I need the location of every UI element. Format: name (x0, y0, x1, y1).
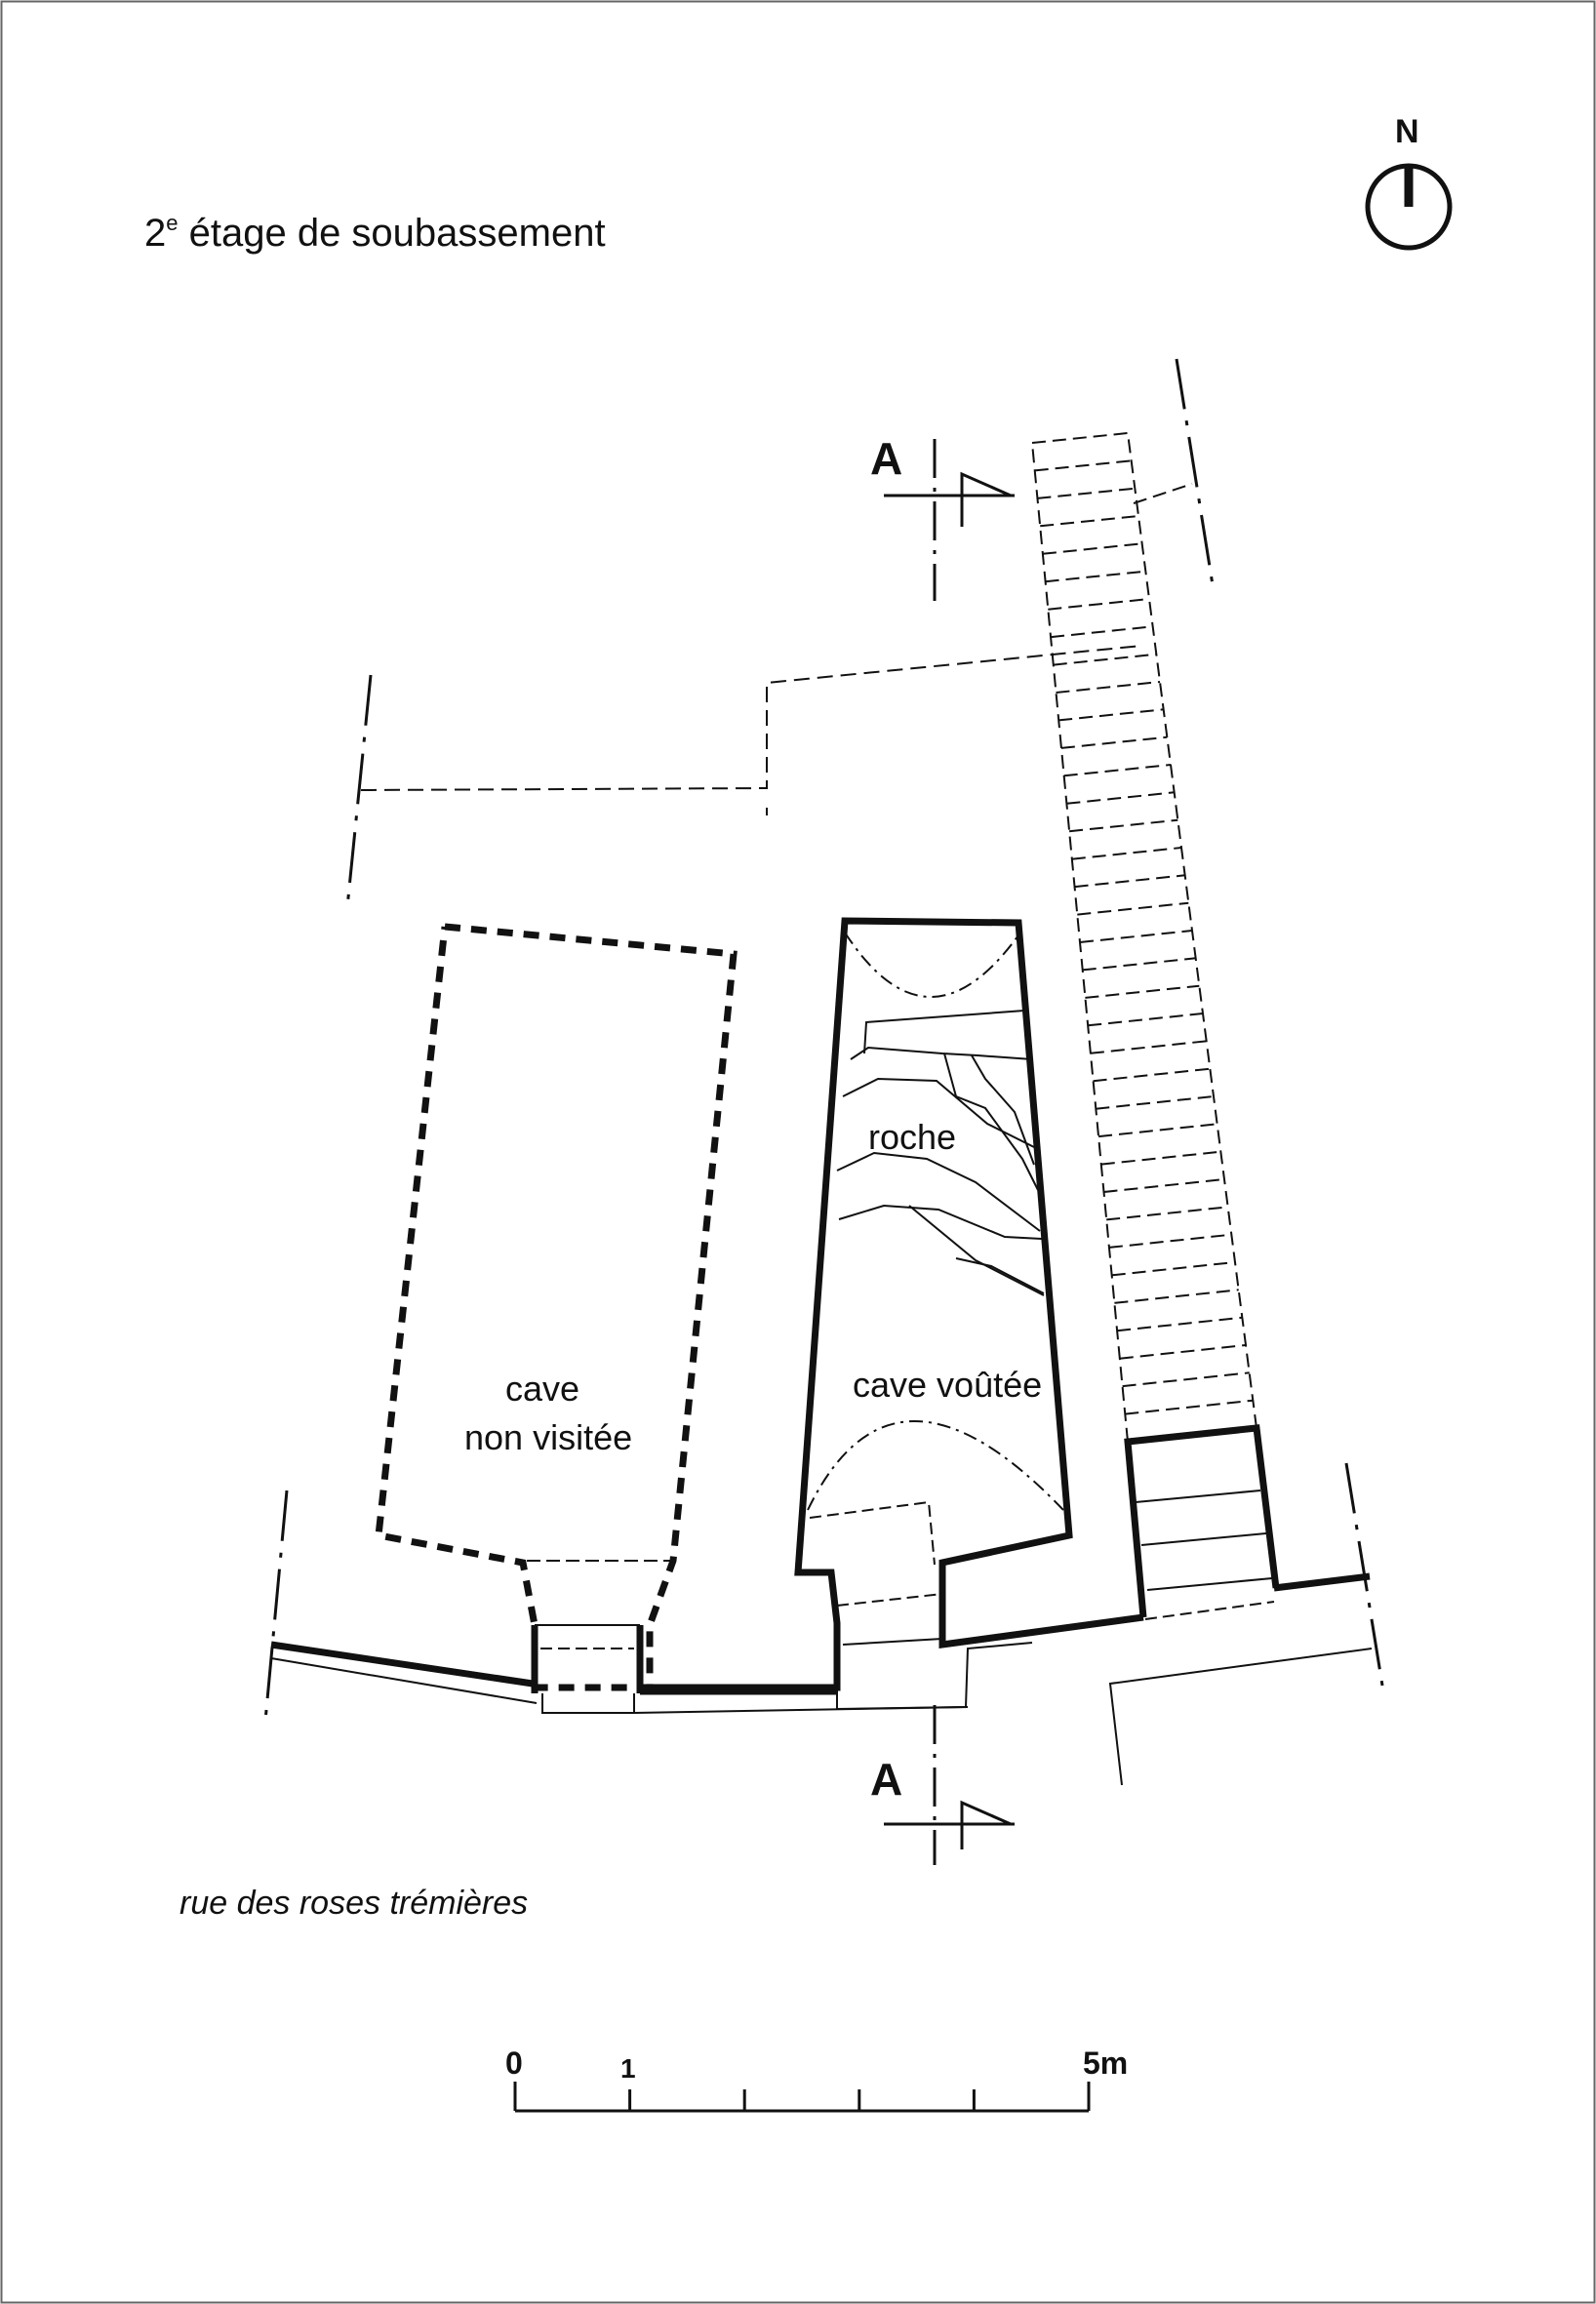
section-label-bottom: A (870, 1754, 903, 1805)
entrance-passage (535, 1625, 640, 1713)
lower-stair-block (1128, 1428, 1276, 1619)
vaulted-cellar-outline (798, 921, 1143, 1645)
neighbour-building-outline (1110, 1649, 1372, 1785)
stair-tread (1114, 1290, 1238, 1303)
north-label: N (1395, 113, 1419, 150)
stair-tread (1064, 765, 1171, 775)
dashed-stair-run (1032, 433, 1257, 1442)
cellar-entrance-detail (810, 1502, 942, 1606)
stair-tread (1066, 792, 1174, 804)
stair-tread (1072, 848, 1181, 859)
title-prefix: 2 (144, 212, 167, 255)
stair-tread (1096, 1096, 1214, 1109)
stair-tread (1125, 1401, 1253, 1414)
stair-tread (1037, 489, 1135, 498)
section-marker-top (884, 439, 1015, 601)
scale-label-end: 5m (1083, 2046, 1129, 2081)
upper-stair-link (1134, 484, 1192, 503)
stair-tread (1098, 1124, 1217, 1136)
room-label-unvisited-cellar-1: cave (505, 1369, 580, 1409)
stair-tread (1091, 1041, 1207, 1053)
room-label-unvisited-cellar-2: non visitée (464, 1417, 633, 1457)
street-front-walls (271, 1576, 1370, 1713)
stair-tread (1088, 1013, 1203, 1025)
stair-tread (1075, 875, 1185, 887)
title-text: étage de soubassement (178, 212, 606, 255)
stair-tread (1085, 986, 1199, 998)
north-arrow-icon (1368, 164, 1450, 248)
stair-tread (1054, 655, 1157, 665)
vault-arc-bottom (808, 1421, 1063, 1510)
section-label-top: A (870, 433, 903, 484)
stair-tread (1048, 599, 1149, 610)
stair-tread (1061, 737, 1167, 748)
stair-tread (1057, 682, 1161, 693)
stair-tread (1120, 1345, 1246, 1359)
stair-tread (1104, 1179, 1225, 1192)
stair-treads (1035, 460, 1254, 1413)
room-label-rock: roche (868, 1117, 957, 1157)
title-superscript: e (166, 211, 179, 235)
stair-tread (1106, 1207, 1228, 1219)
street-name: rue des roses trémières (180, 1885, 529, 1922)
scale-label-start: 0 (505, 2046, 523, 2081)
scale-label-one: 1 (620, 2053, 636, 2084)
stair-tread (1080, 931, 1192, 942)
stair-tread (1117, 1318, 1242, 1331)
stair-tread (1058, 709, 1164, 720)
stair-tread (1101, 1152, 1221, 1165)
scale-bar (515, 2082, 1089, 2111)
stair-tread (1109, 1235, 1231, 1248)
stair-tread (1123, 1372, 1250, 1386)
stair-tread (1112, 1262, 1235, 1275)
page-frame (2, 2, 1595, 2303)
room-label-vaulted-cellar: cave voûtée (853, 1365, 1043, 1405)
property-boundary-lines (265, 359, 1383, 1721)
stair-tread (1035, 460, 1132, 470)
unvisited-cellar-wall (379, 927, 734, 1688)
upper-floor-outline (361, 646, 1141, 790)
vaulted-cellar-wall (640, 921, 1143, 1688)
stair-tread (1043, 543, 1142, 554)
stair-tread (1046, 572, 1146, 582)
stair-tread (1051, 626, 1153, 637)
section-marker-bottom (884, 1705, 1015, 1865)
vault-arc-top (845, 933, 1020, 997)
stair-tread (1040, 516, 1138, 526)
stair-tread (1077, 903, 1188, 915)
plan-title (144, 211, 606, 255)
stair-tread (1094, 1069, 1211, 1082)
stair-tread (1069, 820, 1177, 832)
stair-tread (1083, 958, 1196, 970)
